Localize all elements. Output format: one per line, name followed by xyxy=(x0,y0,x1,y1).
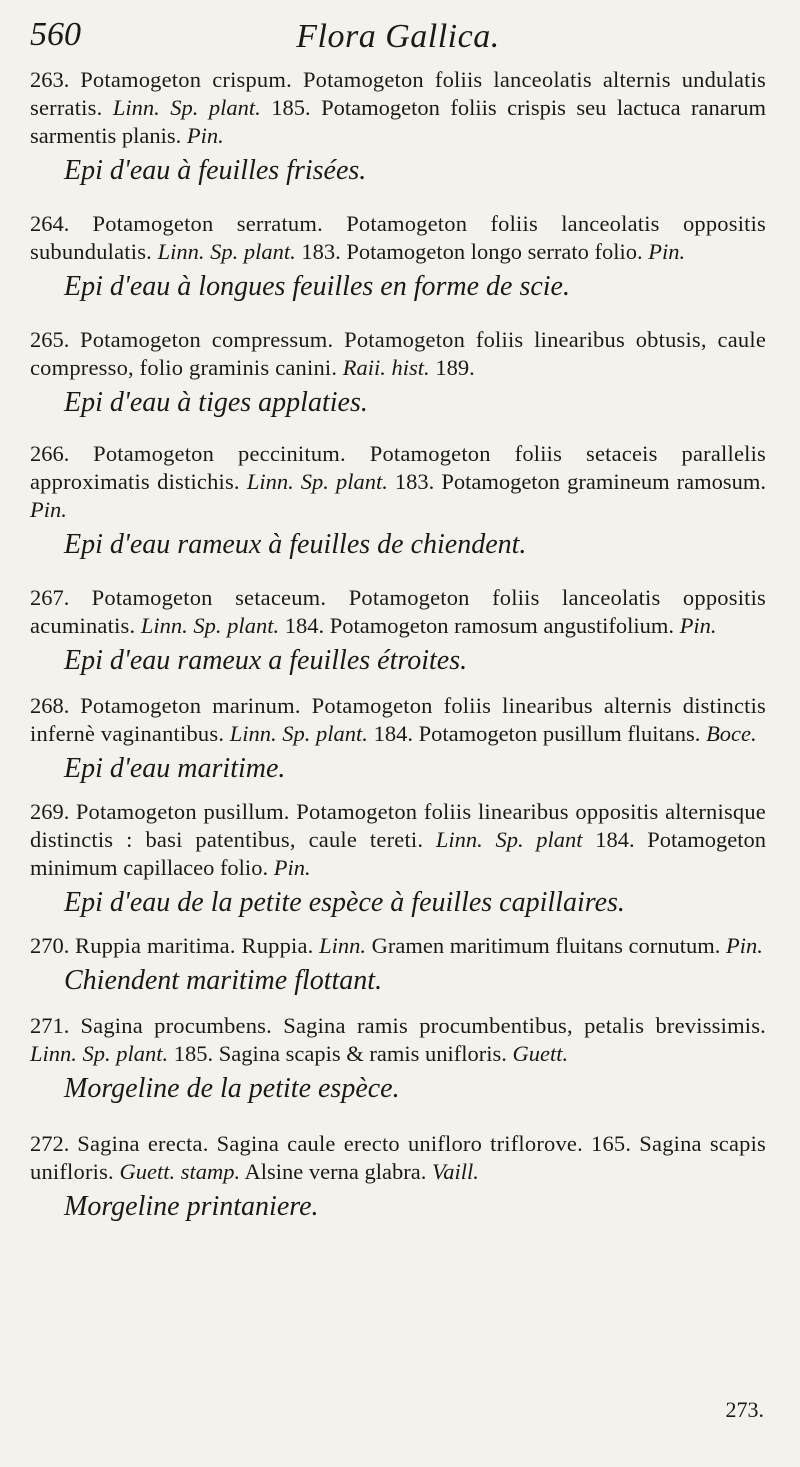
entry-latin-text: Potamogeton pusillum. Potamogeton foliis linearibus oppositis alternisque distinctis : basi patentibus, caule tereti. xyxy=(30,799,766,852)
entry xyxy=(30,210,766,304)
entry-french-name: Epi d'eau à longues feuilles en forme de scie. xyxy=(64,271,570,302)
page-number: 560 xyxy=(30,16,81,53)
entry-citation: Linn. Sp. plant. xyxy=(112,95,261,120)
entry-latin-description xyxy=(30,932,766,960)
entry-french-name: Chiendent maritime flottant. xyxy=(64,965,383,996)
entry-citation-rest: Gramen maritimum fluitans cornutum. xyxy=(371,933,721,958)
entry-citation-secondary: Pin. xyxy=(30,497,67,522)
entry-citation: Linn. Sp. plant. xyxy=(140,613,280,638)
entry-french-name: Epi d'eau rameux à feuilles de chiendent. xyxy=(64,529,527,560)
entry-latin-description xyxy=(30,798,766,882)
entry-citation-rest: 185. Sagina scapis & ramis unifloris. xyxy=(173,1041,507,1066)
entry-citation-secondary: Pin. xyxy=(273,855,311,880)
entry-citation-secondary: Pin. xyxy=(679,613,717,638)
entry-french-name: Epi d'eau à tiges applaties. xyxy=(64,387,368,418)
entry-french-name: Epi d'eau rameux a feuilles étroites. xyxy=(64,645,468,676)
entry-citation-secondary: Pin. xyxy=(725,933,763,958)
entry-latin-text: Sagina erecta. Sagina caule erecto unifloro triflorove. 165. Sagina scapis unifloris. xyxy=(30,1131,767,1184)
entry-french-name: Morgeline de la petite espèce. xyxy=(64,1073,400,1104)
entry-latin-description xyxy=(30,210,766,266)
entry-citation-secondary: Vaill. xyxy=(431,1159,479,1184)
entry-number: 263. xyxy=(30,67,70,92)
entry-number: 267. xyxy=(30,585,70,610)
entry-citation-secondary: Pin. xyxy=(186,123,224,148)
entry-latin-text: Potamogeton crispum. Potamogeton foliis lanceolatis alternis undulatis serratis. xyxy=(30,67,767,120)
entry-french-name: Epi d'eau maritime. xyxy=(64,753,286,784)
entry-latin-description xyxy=(30,692,766,748)
entry-latin-description xyxy=(30,326,766,382)
entry-citation-rest: Alsine verna glabra. xyxy=(244,1159,427,1184)
entry xyxy=(30,440,766,562)
entry-citation-rest: 184. Potamogeton minimum capillaceo folio. xyxy=(30,827,767,880)
entry-number: 265. xyxy=(30,327,70,352)
entry-french-name: Epi d'eau de la petite espèce à feuilles capillaires. xyxy=(64,887,625,918)
entry-number: 266. xyxy=(30,441,70,466)
entry-number: 268. xyxy=(30,693,70,718)
entry-number: 272. xyxy=(30,1131,70,1156)
entry-citation: Linn. xyxy=(319,933,367,958)
entry-latin-text: Ruppia maritima. Ruppia. xyxy=(75,933,314,958)
entry xyxy=(30,932,766,998)
entry-number: 269. xyxy=(30,799,70,824)
entry-citation-rest: 184. Potamogeton pusillum fluitans. xyxy=(373,721,701,746)
entry-number: 270. xyxy=(30,933,70,958)
entry xyxy=(30,1130,766,1224)
entry-citation: Linn. Sp. plant. xyxy=(229,721,368,746)
entry-french-name: Epi d'eau à feuilles frisées. xyxy=(64,155,367,186)
entry-latin-text: Potamogeton serratum. Potamogeton foliis lanceolatis oppositis subundulatis. xyxy=(30,211,767,264)
entry-citation-secondary: Boce. xyxy=(706,721,757,746)
entry xyxy=(30,1012,766,1106)
entry-citation-rest: 189. xyxy=(435,355,475,380)
entry-latin-text: Potamogeton peccinitum. Potamogeton foliis setaceis parallelis approximatis distichis. xyxy=(30,441,766,494)
entry-latin-description xyxy=(30,1012,766,1068)
entry-citation-rest: 183. Potamogeton gramineum ramosum. xyxy=(394,469,766,494)
entry-latin-description xyxy=(30,1130,766,1186)
entry-latin-description xyxy=(30,66,766,150)
entry-citation: Guett. stamp. xyxy=(119,1159,241,1184)
running-title: Flora Gallica. xyxy=(296,18,500,55)
entry-number: 264. xyxy=(30,211,70,236)
entry-citation-rest: 184. Potamogeton ramosum angustifolium. xyxy=(284,613,675,638)
entry-citation-secondary: Guett. xyxy=(512,1041,569,1066)
entry-latin-description xyxy=(30,440,766,524)
entry-citation: Linn. Sp. plant xyxy=(435,827,583,852)
entry-citation: Linn. Sp. plant. xyxy=(30,1041,169,1066)
entry-french-name: Morgeline printaniere. xyxy=(64,1191,319,1222)
page-header xyxy=(30,16,766,60)
entry-citation-rest: 185. Potamogeton foliis crispis seu lactuca ranarum sarmentis planis. xyxy=(30,95,767,148)
entry xyxy=(30,798,766,920)
entry-number: 271. xyxy=(30,1013,70,1038)
entry xyxy=(30,326,766,420)
entry-latin-text: Potamogeton compressum. Potamogeton foliis linearibus obtusis, caule compresso, folio graminis canini. xyxy=(30,327,767,380)
catchword: 273. xyxy=(725,1397,764,1422)
entry xyxy=(30,66,766,188)
entries-list xyxy=(30,66,766,1224)
entry-latin-text: Potamogeton marinum. Potamogeton foliis linearibus alternis distinctis infernè vaginantibus. xyxy=(30,693,767,746)
entry xyxy=(30,584,766,678)
entry-citation: Linn. Sp. plant. xyxy=(246,469,388,494)
entry-latin-description xyxy=(30,584,766,640)
entry-citation-rest: 183. Potamogeton longo serrato folio. xyxy=(301,239,643,264)
entry-citation: Linn. Sp. plant. xyxy=(157,239,296,264)
entry-citation-secondary: Pin. xyxy=(648,239,686,264)
entry-latin-text: Potamogeton setaceum. Potamogeton foliis lanceolatis oppositis acuminatis. xyxy=(30,585,766,638)
entry-latin-text: Sagina procumbens. Sagina ramis procumbentibus, petalis brevissimis. xyxy=(80,1013,767,1038)
entry-citation: Raii. hist. xyxy=(342,355,430,380)
entry xyxy=(30,692,766,786)
